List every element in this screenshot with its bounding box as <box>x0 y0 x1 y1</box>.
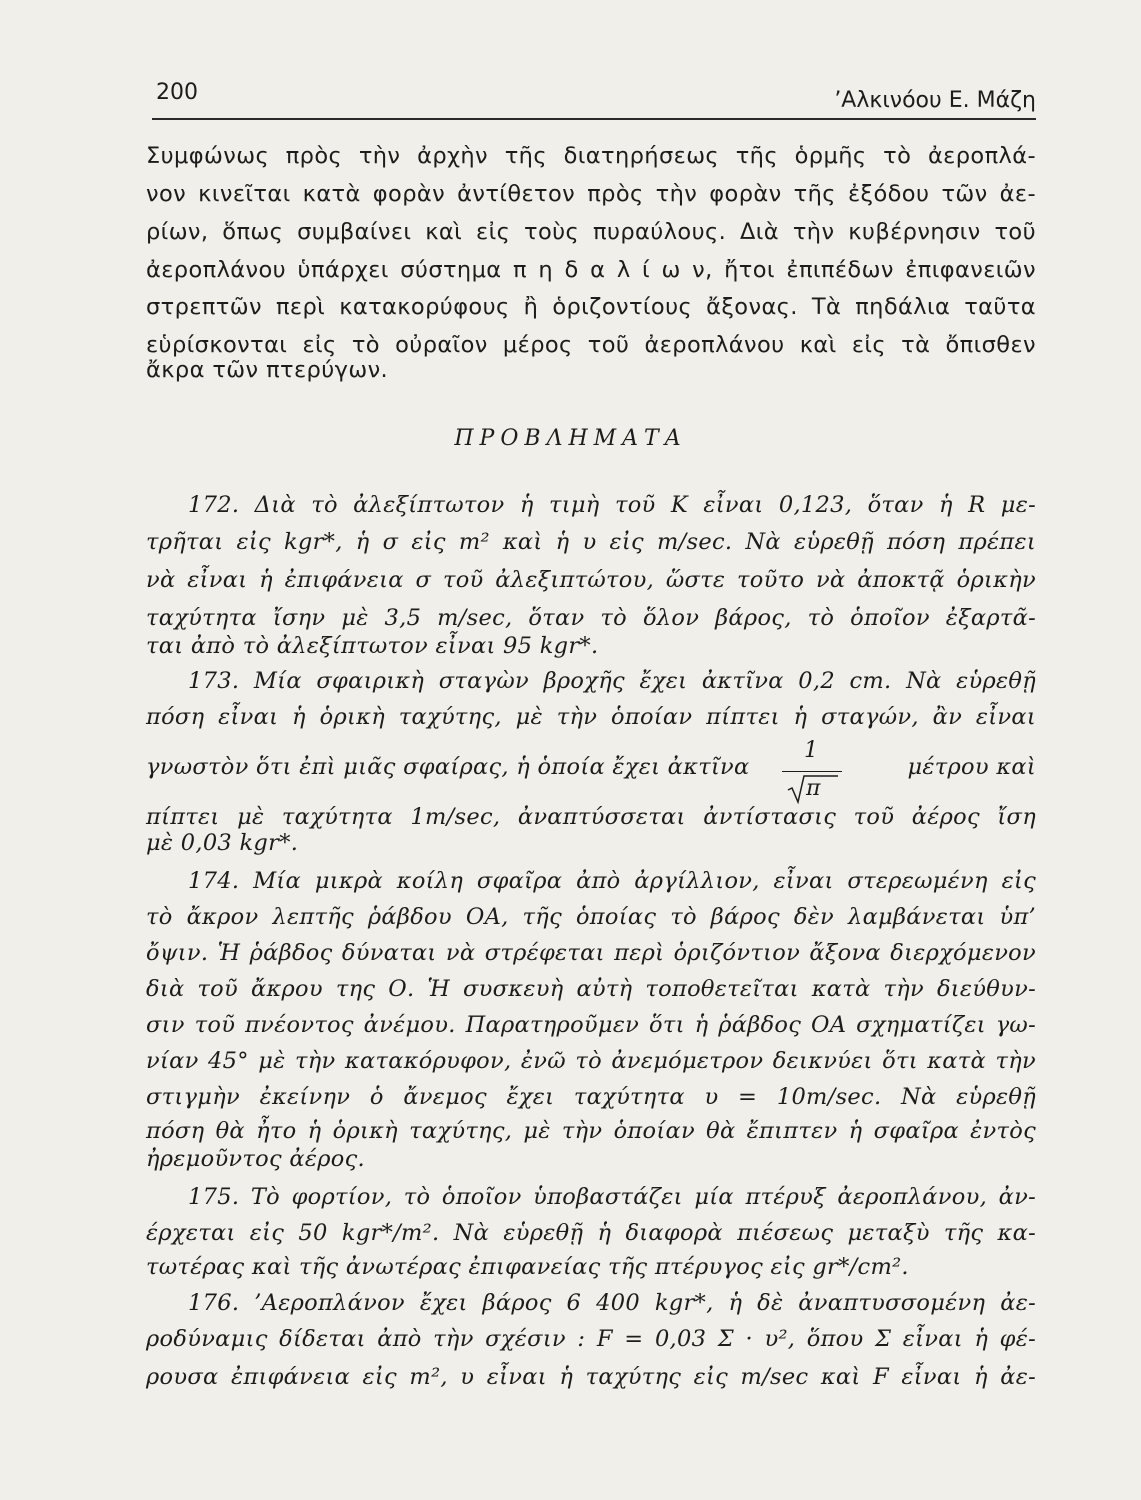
problem-173-line-3b: μέτρου καὶ <box>907 754 1036 780</box>
intro-line-4: ἀεροπλάνου ὑπάρχει σύστημα π η δ α λ ί ω ν, ἤτοι ἐπιπέδων ἐπιφανειῶν <box>146 257 1036 283</box>
problem-172-line-5: ται ἀπὸ τὸ ἀλεξίπτωτον εἶναι 95 kgr*. <box>146 633 599 659</box>
problem-174-line-9: ἠρεμοῦντος ἀέρος. <box>146 1146 365 1172</box>
problem-172-line-1: 172. Διὰ τὸ ἀλεξίπτωτον ἡ τιμὴ τοῦ K εἶναι 0,123, ὅταν ἡ R με- <box>188 492 1036 518</box>
intro-line-7: ἄκρα τῶν πτερύγων. <box>146 357 389 383</box>
problem-176-line-3: ρουσα ἐπιφάνεια εἰς m², υ εἶναι ἡ ταχύτης εἰς m/sec καὶ F εἶναι ἡ ἀε- <box>146 1364 1036 1390</box>
fraction-bar <box>782 771 842 772</box>
problem-173-line-3a: γνωστὸν ὅτι ἐπὶ μιᾶς σφαίρας, ἡ ὁποία ἔχει ἀκτῖνα <box>146 754 750 780</box>
fraction-denominator: π <box>806 776 821 801</box>
problem-173-line-1: 173. Μία σφαιρικὴ σταγὼν βροχῆς ἔχει ἀκτῖνα 0,2 cm. Νὰ εὑρεθῇ <box>188 668 1036 694</box>
problem-172-line-2: τρῆται εἰς kgr*, ἡ σ εἰς m² καὶ ἡ υ εἰς m/sec. Νὰ εὑρεθῇ πόση πρέπει <box>146 529 1036 555</box>
intro-line-1: Συμφώνως πρὸς τὴν ἀρχὴν τῆς διατηρήσεως τῆς ὁρμῆς τὸ ἀεροπλά- <box>146 143 1036 169</box>
problem-174-line-7: στιγμὴν ἐκείνην ὁ ἄνεμος ἔχει ταχύτητα υ = 10m/sec. Νὰ εὑρεθῇ <box>146 1084 1036 1110</box>
page-header <box>152 78 1036 120</box>
intro-line-6: εὑρίσκονται εἰς τὸ οὐραῖον μέρος τοῦ ἀεροπλάνου καὶ εἰς τὰ ὄπισθεν <box>146 332 1036 358</box>
fraction-one-over-sqrt-pi <box>776 738 846 808</box>
problem-173-line-2: πόση εἶναι ἡ ὁρικὴ ταχύτης, μὲ τὴν ὁποίαν πίπτει ἡ σταγών, ἂν εἶναι <box>146 704 1036 730</box>
problem-174-line-4: διὰ τοῦ ἄκρου της Ο. Ἡ συσκευὴ αὐτὴ τοποθετεῖται κατὰ τὴν διεύθυν- <box>146 976 1036 1002</box>
problem-176-line-2: ροδύναμις δίδεται ἀπὸ τὴν σχέσιν : F = 0,03 Σ · υ², ὅπου Σ εἶναι ἡ φέ- <box>146 1326 1036 1352</box>
problem-174-line-5: σιν τοῦ πνέοντος ἀνέμου. Παρατηροῦμεν ὅτι ἡ ῥάβδος ΟΑ σχηματίζει γω- <box>146 1012 1036 1038</box>
problem-173-line-5: μὲ 0,03 kgr*. <box>146 830 299 856</box>
problem-173-line-4: πίπτει μὲ ταχύτητα 1m/sec, ἀναπτύσσεται ἀντίστασις τοῦ ἀέρος ἴση <box>146 804 1036 830</box>
problem-174-line-3: ὄψιν. Ἡ ῥάβδος δύναται νὰ στρέφεται περὶ ὁριζόντιον ἄξονα διερχόμενον <box>146 940 1036 966</box>
problem-174-line-2: τὸ ἄκρον λεπτῆς ῥάβδου ΟΑ, τῆς ὁποίας τὸ βάρος δὲν λαμβάνεται ὑπ’ <box>146 904 1036 930</box>
intro-line-2: νον κινεῖται κατὰ φορὰν ἀντίθετον πρὸς τὴν φορὰν τῆς ἐξόδου τῶν ἀε- <box>146 181 1036 207</box>
fraction-numerator: 1 <box>804 738 818 763</box>
intro-line-5: στρεπτῶν περὶ κατακορύφους ἢ ὁριζοντίους ἄξονας. Τὰ πηδάλια ταῦτα <box>146 294 1036 320</box>
problem-174-line-8: πόση θὰ ἦτο ἡ ὁρικὴ ταχύτης, μὲ τὴν ὁποίαν θὰ ἔπιπτεν ἡ σφαῖρα ἐντὸς <box>146 1118 1036 1144</box>
problem-172-line-3: νὰ εἶναι ἡ ἐπιφάνεια σ τοῦ ἀλεξιπτώτου, ὥστε τοῦτο νὰ ἀποκτᾷ ὁρικὴν <box>146 567 1036 593</box>
problem-174-line-1: 174. Μία μικρὰ κοίλη σφαῖρα ἀπὸ ἀργίλλιον, εἶναι στερεωμένη εἰς <box>188 868 1036 894</box>
running-head: ’Αλκινόου Ε. Μάζη <box>834 88 1036 113</box>
problem-175-line-1: 175. Τὸ φορτίον, τὸ ὁποῖον ὑποβαστάζει μία πτέρυξ ἀεροπλάνου, ἀν- <box>188 1184 1036 1210</box>
problem-176-line-1: 176. ’Αεροπλάνον ἔχει βάρος 6 400 kgr*, ἡ δὲ ἀναπτυσσομένη ἀε- <box>188 1290 1036 1316</box>
problem-175-line-2: έρχεται εἰς 50 kgr*/m². Νὰ εὑρεθῇ ἡ διαφορὰ πιέσεως μεταξὺ τῆς κα- <box>146 1220 1036 1246</box>
section-heading: ΠΡΟΒΛΗΜΑΤΑ <box>454 426 687 451</box>
problem-174-line-6: νίαν 45° μὲ τὴν κατακόρυφον, ἐνῶ τὸ ἀνεμόμετρον δεικνύει ὅτι κατὰ τὴν <box>146 1048 1036 1074</box>
intro-line-3: ρίων, ὅπως συμβαίνει καὶ εἰς τοὺς πυραύλους. Διὰ τὴν κυβέρνησιν τοῦ <box>146 219 1036 245</box>
page-number: 200 <box>156 80 198 105</box>
problem-172-line-4: ταχύτητα ἴσην μὲ 3,5 m/sec, ὅταν τὸ ὅλον βάρος, τὸ ὁποῖον ἐξαρτᾶ- <box>146 605 1036 631</box>
problem-175-line-3: τωτέρας καὶ τῆς ἀνωτέρας ἐπιφανείας τῆς πτέρυγος εἰς gr*/cm². <box>146 1254 909 1280</box>
